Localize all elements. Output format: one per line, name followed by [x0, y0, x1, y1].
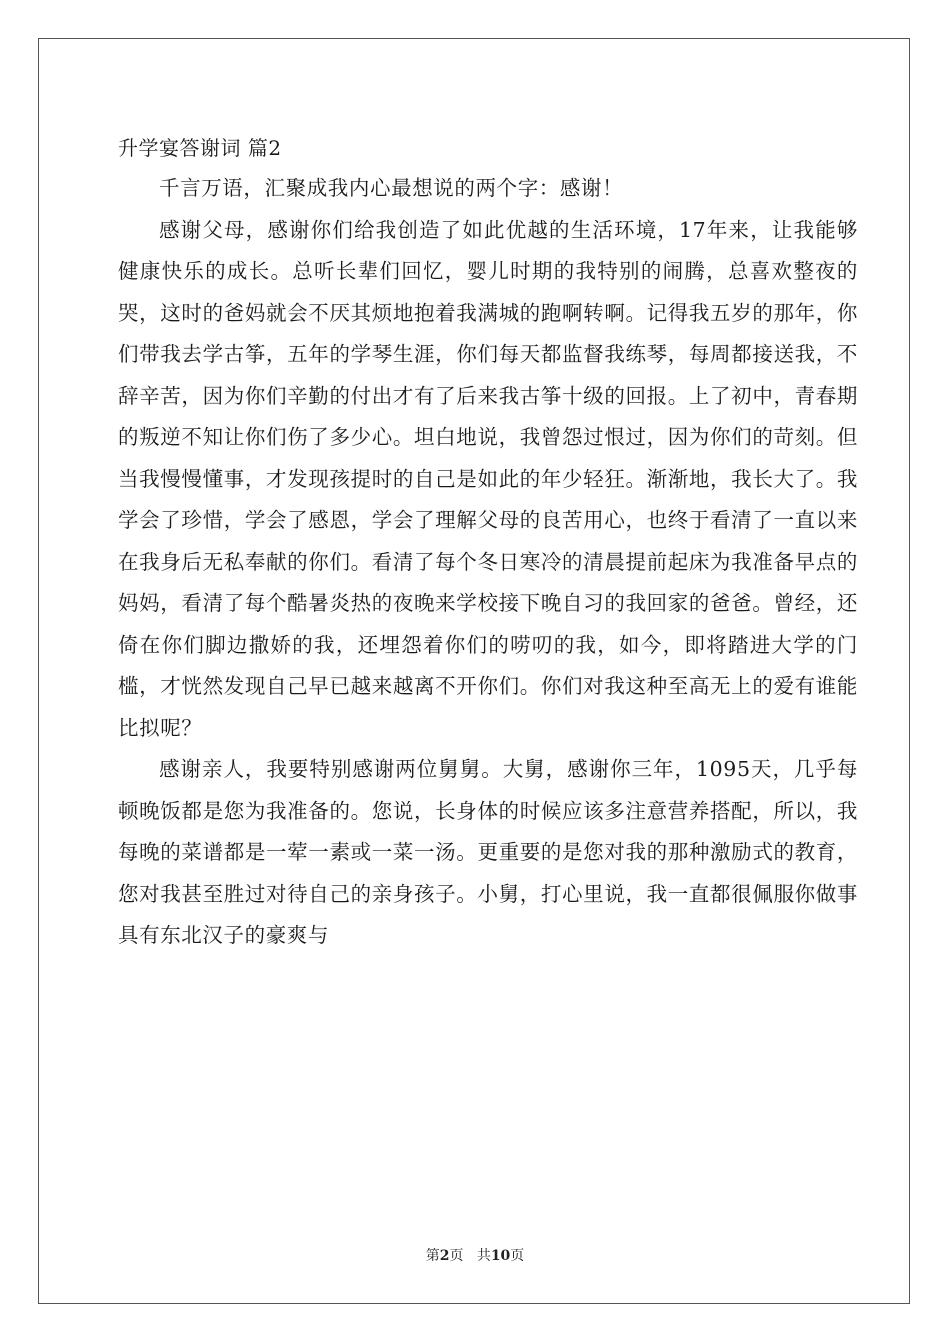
total-pages: 10	[490, 1248, 511, 1264]
paragraph-1: 千言万语，汇聚成我内心最想说的两个字：感谢！	[159, 176, 624, 200]
paragraph-3: 感谢亲人，我要特别感谢两位舅舅。大舅，感谢你三年，1095天，几乎每顿晚饭都是您为我准备的。您说，长身体的时候应该多注意营养搭配，所以，我每晚的菜谱都是一荤一素或一菜一汤。更重要的是您对我的那种激励式的教育，您对我甚至胜过对待自己的亲身孩子。小舅，打心里说，我一直都很佩服你做事具有东北汉子的豪爽与	[118, 757, 858, 947]
page-number: 2	[439, 1248, 450, 1264]
page-footer	[0, 1246, 950, 1266]
total-suffix: 页	[510, 1248, 525, 1264]
paragraph-2: 感谢父母，感谢你们给我创造了如此优越的生活环境，17年来，让我能够健康快乐的成长。总听长辈们回忆，婴儿时期的我特别的闹腾，总喜欢整夜的哭，这时的爸妈就会不厌其烦地抱着我满城的跑啊转啊。记得我五岁的那年，你们带我去学古筝，五年的学琴生涯，你们每天都监督我练琴，每周都接送我，不辞辛苦，因为你们辛勤的付出才有了后来我古筝十级的回报。上了初中，青春期的叛逆不知让你们伤了多少心。坦白地说，我曾怨过恨过，因为你们的苛刻。但当我慢慢懂事，才发现孩提时的自己是如此的年少轻狂。渐渐地，我长大了。我学会了珍惜，学会了感恩，学会了理解父母的良苦用心，也终于看清了一直以来在我身后无私奉献的你们。看清了每个冬日寒冷的清晨提前起床为我准备早点的妈妈，看清了每个酷暑炎热的夜晚来学校接下晚自习的我回家的爸爸。曾经，还倚在你们脚边撒娇的我，还埋怨着你们的唠叨的我，如今，即将踏进大学的门槛，才恍然发现自己早已越来越离不开你们。你们对我这种至高无上的爱有谁能比拟呢？	[118, 217, 858, 740]
page-prefix: 第	[425, 1248, 440, 1264]
document-body	[118, 128, 858, 957]
total-prefix: 共	[476, 1248, 491, 1264]
page-suffix: 页	[449, 1248, 464, 1264]
document-title: 升学宴答谢词 篇2	[118, 136, 282, 160]
